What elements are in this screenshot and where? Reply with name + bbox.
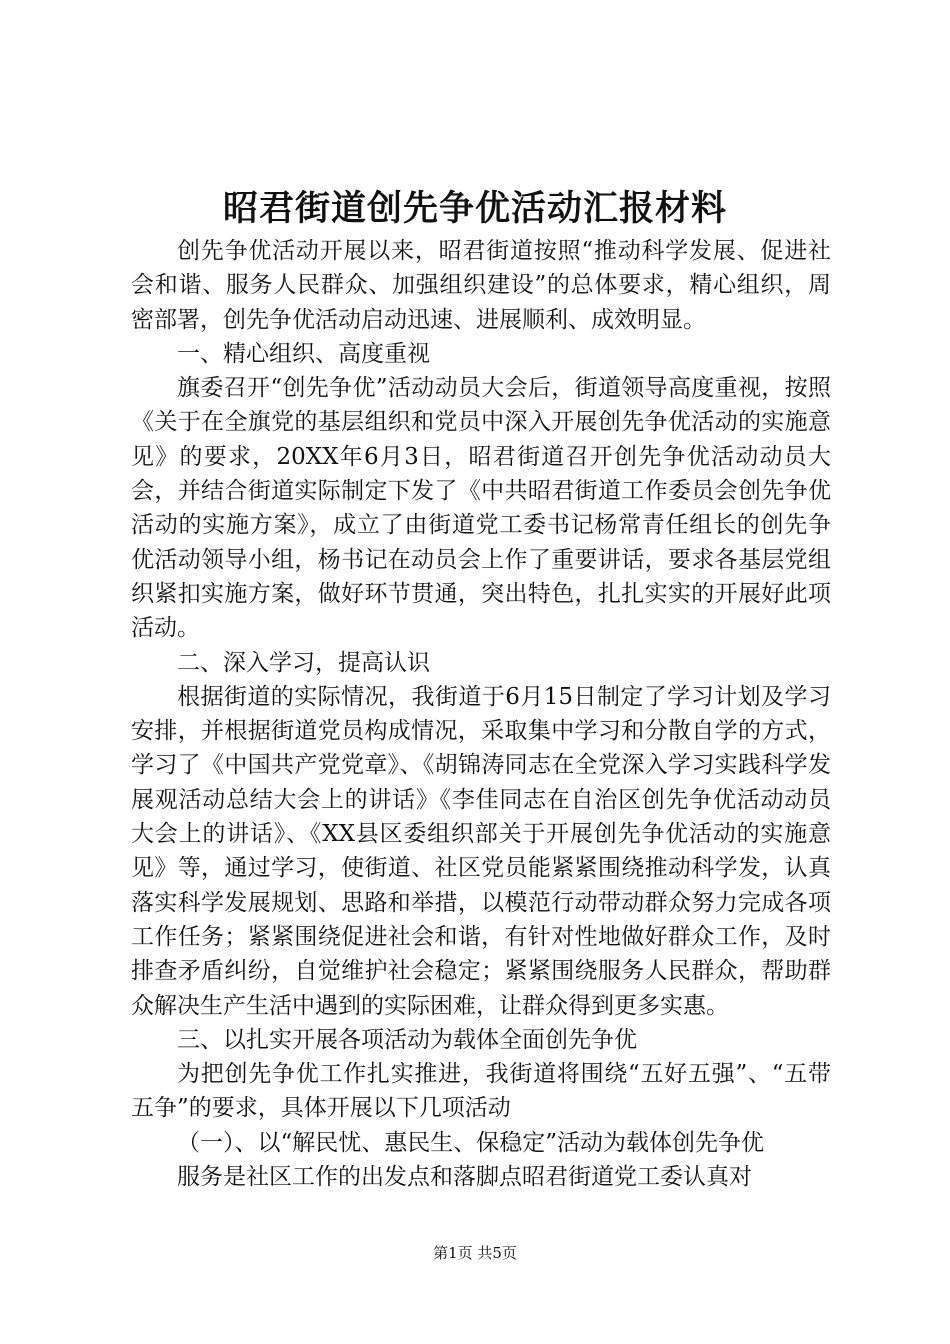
subsection-1-paragraph: 服务是社区工作的出发点和落脚点昭君街道党工委认真对 (177, 1164, 752, 1191)
intro-paragraph: 创先争优活动开展以来，昭君街道按照“推动科学发展、促进社会和谐、服务人民群众、加强组织建设”的总体要求，精心组织，周密部署，创先争优活动启动迅速、进展顺利、成效明显。 (131, 238, 831, 333)
section-heading-1: 一、精心组织、高度重视 (177, 340, 430, 367)
section-3-paragraph: 为把创先争优工作扎实推进，我街道将围绕“五好五强”、“五带五争”的要求，具体开展以下几项活动 (131, 1061, 831, 1122)
page-number-footer: 第1页 共5页 (433, 1244, 517, 1262)
section-2-paragraph: 根据街道的实际情况，我街道于6月15日制定了学习计划及学习安排，并根据街道党员构成情况，采取集中学习和分散自学的方式，学习了《中国共产党党章》、《胡锦涛同志在全党深入学习实践科学发展观活动总结大会上的讲话》《李佳同志在自治区创先争优活动动员大会上的讲话》、《XX县区委组织部关于开展创先争优活动的实施意见》等，通过学习，使街道、社区党员能紧紧围绕推动科学发，认真落实科学发展规划、思路和举措，以模范行动带动群众努力完成各项工作任务；紧紧围绕促进社会和谐，有针对性地做好群众工作，及时排查矛盾纠纷，自觉维护社会稳定；紧紧围绕服务人民群众，帮助群众解决生产生活中遇到的实际困难，让群众得到更多实惠。 (131, 683, 831, 1019)
section-heading-2: 二、深入学习，提高认识 (177, 649, 430, 676)
section-1-paragraph: 旗委召开“创先争优”活动动员大会后，街道领导高度重视，按照《关于在全旗党的基层组织和党员中深入开展创先争优活动的实施意见》的要求，20XX年6月3日，昭君街道召开创先争优活动动员大会，并结合街道实际制定下发了《中共昭君街道工作委员会创先争优活动的实施方案》，成立了由街道党工委书记杨常青任组长的创先争优活动领导小组，杨书记在动员会上作了重要讲话，要求各基层党组织紧扣实施方案，做好环节贯通，突出特色，扎扎实实的开展好此项活动。 (131, 375, 831, 642)
document-title: 昭君街道创先争优活动汇报材料 (222, 188, 727, 229)
document-body (131, 234, 831, 1194)
subsection-heading-1: （一）、以“解民忧、惠民生、保稳定”活动为载体创先争优 (177, 1129, 765, 1156)
section-heading-3: 三、以扎实开展各项活动为载体全面创先争优 (177, 1026, 637, 1053)
